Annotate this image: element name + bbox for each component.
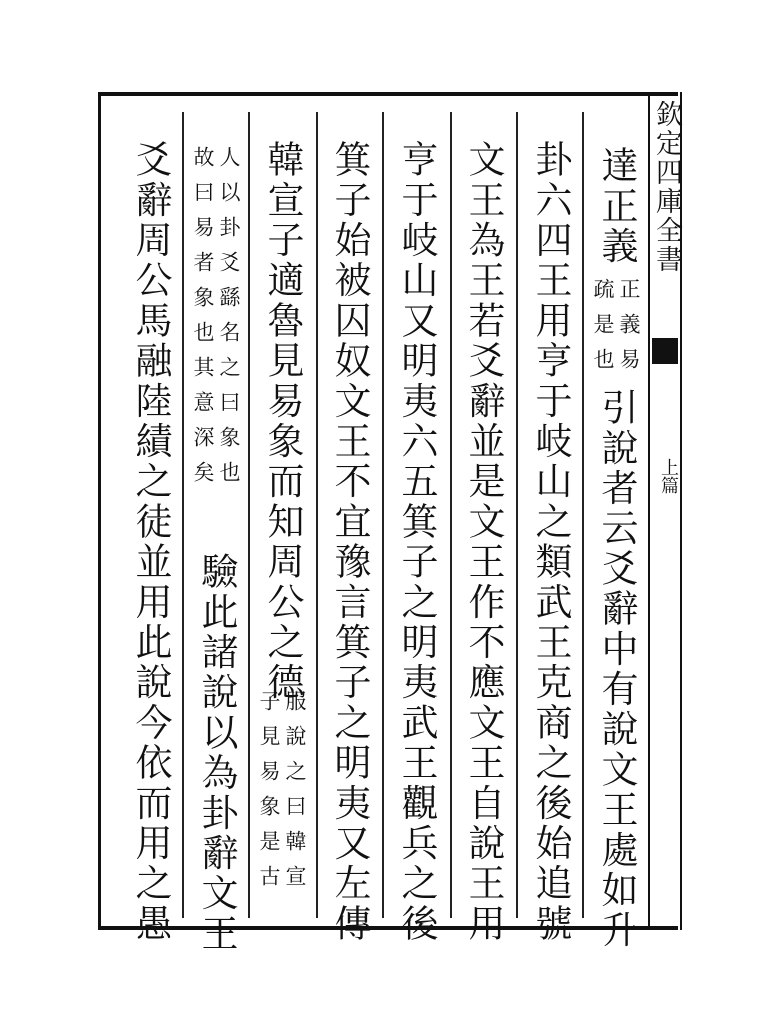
column-rule [450, 112, 452, 918]
column-rule [248, 112, 250, 918]
text-column-6: 韓宣子適魯見易象而知周公之德 [261, 140, 304, 703]
column-rule [582, 112, 584, 918]
text-column-8: 爻辭周公馬融陸績之徒並用此說今依而用之愚 [129, 140, 172, 944]
annotation-right: 正義易 [617, 278, 641, 383]
text-column-1-end: 引說者云爻辭中有說文王處如升 [595, 388, 638, 951]
section-label: 上篇 [658, 458, 679, 494]
page-frame [98, 92, 678, 930]
text-column-7-end: 驗此諸說以為卦辭文王 [195, 552, 238, 954]
text-column-3: 文王為王若爻辭並是文王作不應文王自說王用 [462, 140, 505, 944]
annotation-left: 疏是也 [591, 278, 615, 383]
column-rule [516, 112, 518, 918]
annotation-right: 服說之曰韓宣 [283, 690, 307, 900]
annotation-left: 故曰易者象也其意深矣 [191, 146, 215, 496]
book-title: 欽定四庫全書 [651, 100, 682, 274]
annotation-left: 子見易象是古 [257, 690, 281, 900]
column-rule [316, 112, 318, 918]
text-column-2: 卦六四王用亨于岐山之類武王克商之後始追號 [529, 140, 572, 944]
column-rule [182, 112, 184, 918]
annotation-right: 人以卦爻繇名之曰象也 [217, 146, 241, 496]
text-column-4: 亨于岐山又明夷六五箕子之明夷武王觀兵之後 [395, 140, 438, 944]
text-column-1-start: 達正義 [595, 146, 638, 267]
fishtail-mark [652, 338, 678, 364]
column-rule [382, 112, 384, 918]
text-column-5: 箕子始被囚奴文王不宜豫言箕子之明夷又左傳 [328, 140, 371, 944]
